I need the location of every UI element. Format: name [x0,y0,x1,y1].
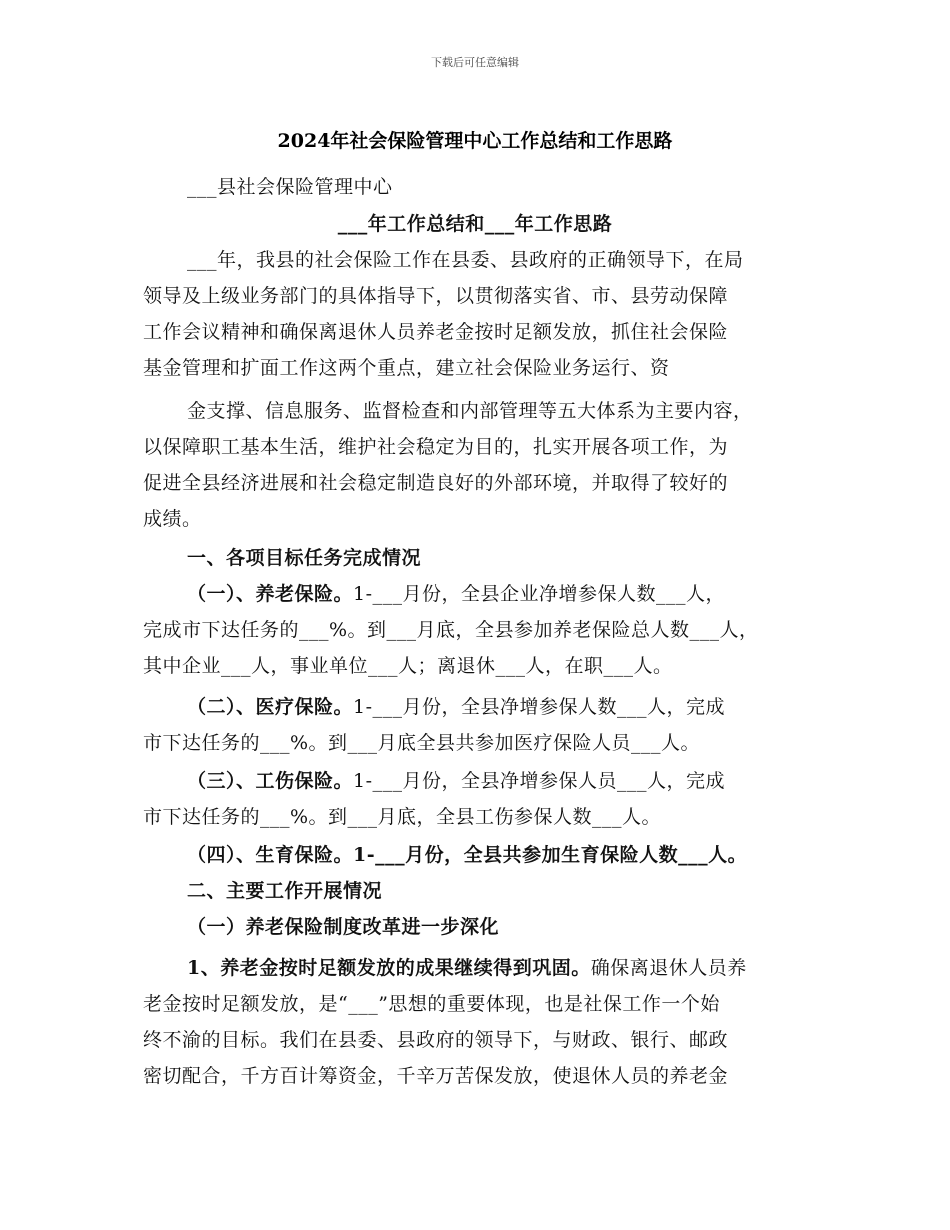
injury-text: 1-___月份，全县净增参保人员___人，完成 [353,770,726,792]
para-line: 促进全县经济进展和社会稳定制造良好的外部环境，并取得了较好的 [143,472,729,494]
para-line: 成绩。 [143,508,202,530]
para-line: 完成市下达任务的___%。到___月底，全县参加养老保险总人数___人， [143,619,759,641]
section-heading-2: 二、主要工作开展情况 [187,880,383,902]
pension-text: 1-___月份，全县企业净增参保人数___人， [353,583,726,605]
para-line: 金支撑、信息服务、监督检查和内部管理等五大体系为主要内容， [187,400,753,422]
medical-lead: （二）、医疗保险。 [187,696,354,718]
section-heading-1: 一、各项目标任务完成情况 [187,547,422,569]
pension-result-line [187,953,867,983]
injury-line [187,766,867,796]
para-line: 其中企业___人，事业单位___人；离退休___人，在职___人。 [143,655,673,677]
para-line: 市下达任务的___%。到___月底，全县工伤参保人数___人。 [143,806,662,828]
para-line: 终不渝的目标。我们在县委、县政府的领导下，与财政、银行、邮政 [143,1029,729,1051]
header-note: 下载后可任意编辑 [431,56,519,69]
para-line: 老金按时足额发放，是“___”思想的重要体现，也是社保工作一个始 [143,993,720,1015]
medical-text: 1-___月份，全县净增参保人数___人，完成 [353,696,726,718]
pension-lead: （一）、养老保险。 [187,583,354,605]
para-line: 以保障职工基本生活，维护社会稳定为目的，扎实开展各项工作，为 [143,436,729,458]
org-line: ___县社会保险管理中心 [187,176,393,198]
injury-lead: （三）、工伤保险。 [187,770,354,792]
pension-line [187,579,867,609]
maternity-line: （四）、生育保险。1-___月份，全县共参加生育保险人数___人。 [187,844,748,866]
pension-result-lead: 1、养老金按时足额发放的成果继续得到巩固。 [187,957,591,979]
para-line: 密切配合，千方百计筹资金，千辛万苦保发放，使退休人员的养老金 [143,1065,729,1087]
document-title: 2024年社会保险管理中心工作总结和工作思路 [277,130,673,152]
para-line: 工作会议精神和确保离退休人员养老金按时足额发放，抓住社会保险 [143,321,729,343]
subsection-heading: （一）养老保险制度改革进一步深化 [187,916,500,938]
subtitle: ___年工作总结和___年工作思路 [337,213,613,235]
medical-line [187,692,867,722]
para-line: 市下达任务的___%。到___月底全县共参加医疗保险人员___人。 [143,732,701,754]
para-line: ___年，我县的社会保险工作在县委、县政府的正确领导下，在局 [187,249,744,271]
para-line: 基金管理和扩面工作这两个重点，建立社会保险业务运行、资 [143,357,670,379]
para-line: 领导及上级业务部门的具体指导下，以贯彻落实省、市、县劳动保障 [143,285,729,307]
pension-result-text: 确保离退休人员养 [590,957,747,979]
